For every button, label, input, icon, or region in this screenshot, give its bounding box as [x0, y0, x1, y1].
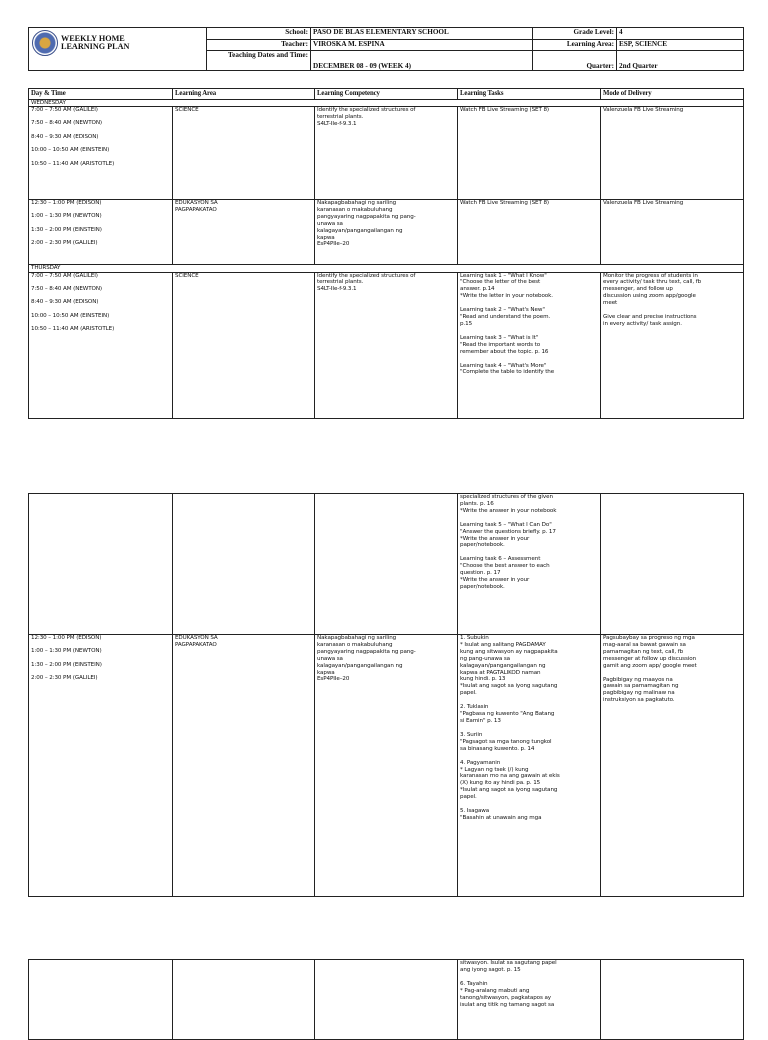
task-line: Learning task 6 – Assessment [460, 556, 541, 563]
task-line: isulat ang titik ng tamang sagot sa [460, 1001, 555, 1008]
grade-label: Grade Level: [533, 28, 617, 40]
column-header-row [29, 89, 744, 100]
time-slot: 1:30 – 2:00 PM (EINSTEIN) [31, 226, 102, 233]
time-slot: 7:00 – 7:50 AM (GALILEI) [31, 107, 98, 113]
area-cell [173, 200, 315, 265]
task-line: paper/notebook. [460, 542, 505, 549]
competency-code: EsP4PIIe–20 [317, 241, 350, 248]
grade-value: 4 [617, 28, 744, 40]
task-line: karanasan mo na ang gawain at ekis [460, 773, 560, 780]
task-line: Learning task 4 – "What's More" [460, 362, 547, 369]
time-slot: 10:50 – 11:40 AM (ARISTOTLE) [31, 160, 115, 167]
task-line: tanong/sitwasyon, pagkatapos ay [460, 994, 552, 1001]
delivery-line: messenger, and follow up [603, 286, 673, 293]
task-line: 4. Pagyamanin [460, 759, 501, 766]
task-line: ang iyong sagot. p. 15 [460, 966, 521, 973]
time-slot: 12:30 – 1:00 PM (EDISON) [31, 200, 102, 206]
task-line: (X) kung ito ay hindi pa. p. 15 [460, 780, 541, 787]
task-block [460, 307, 598, 328]
task-line: * Lagyan ng tsek (/) kung [460, 766, 529, 773]
time-slot: 1:00 – 1:30 PM (NEWTON) [31, 213, 102, 220]
competency-cell [315, 960, 458, 1040]
area-line: EDUKASYON SA [175, 200, 218, 206]
day-label: THURSDAY [29, 265, 744, 273]
plan-table-page-1 [28, 88, 743, 419]
teacher-value: VIROSKA M. ESPINA [311, 40, 533, 51]
task-line: 6. Tayahin [460, 980, 488, 987]
competency-line: karanasan o makabuluhang [317, 641, 393, 648]
dates-value: DECEMBER 08 - 09 (WEEK 4) [311, 51, 533, 71]
task-block [460, 273, 598, 301]
task-line: kung ang sitwasyon ay nagpapakita [460, 648, 558, 655]
task-line: "Choose the letter of the best [460, 279, 541, 286]
competency-line: Nakapagbabahagi ng sariling [317, 635, 397, 641]
task-line: Learning task 3 – "What is It" [460, 334, 539, 341]
task-line: *Write the answer in your notebook [460, 507, 557, 514]
col-learning-tasks: Learning Tasks [458, 89, 601, 100]
task-block [460, 556, 598, 591]
competency-code: S4LT-IIe-f-9.3.1 [317, 286, 357, 293]
time-slot: 1:00 – 1:30 PM (NEWTON) [31, 648, 102, 655]
col-learning-competency: Learning Competency [315, 89, 458, 100]
delivery-line: in every activity/ task assign. [603, 320, 682, 327]
task-line: p.15 [460, 320, 473, 327]
task-line: specialized structures of the given [460, 494, 553, 500]
delivery-line: Give clear and precise instructions [603, 314, 697, 321]
task-block [460, 494, 598, 515]
task-line: kung hindi. p. 13 [460, 676, 506, 683]
task-line: "Read the important words to [460, 341, 541, 348]
task-line: 5. Isagawa [460, 808, 490, 815]
delivery-cell: Valenzuela FB Live Streaming [601, 200, 744, 265]
plan-table-page-2 [28, 493, 743, 897]
task-line: * Pag-aralang mabuti ang [460, 987, 530, 994]
time-slot: 10:00 – 10:50 AM (EINSTEIN) [31, 147, 110, 154]
tasks-cell [458, 635, 601, 897]
delivery-line: gamit ang zoom app/ google meet [603, 662, 697, 669]
task-line: paper/notebook. [460, 583, 505, 590]
time-slot: 2:00 – 2:30 PM (GALILEI) [31, 675, 98, 682]
task-line: ng pang-unawa sa [460, 655, 511, 662]
day-row-wednesday [29, 99, 744, 107]
task-line: "Pagsagot sa mga tanong tungkol [460, 738, 552, 745]
header-block [28, 27, 743, 71]
task-line: question. p. 17 [460, 570, 501, 577]
task-line: "Choose the best answer to each [460, 563, 550, 570]
quarter-label: Quarter: [533, 51, 617, 71]
col-learning-area: Learning Area [173, 89, 315, 100]
table-row [29, 635, 744, 897]
task-block [460, 732, 598, 753]
competency-line: Identify the specialized structures of [317, 272, 416, 279]
plan-table-continued-2 [28, 959, 744, 1040]
competency-cell [315, 494, 458, 635]
task-line: kalagayan/pangangailangan ng [460, 662, 546, 669]
task-line: *Write the answer in your [460, 577, 530, 584]
task-line: 2. Tuklasin [460, 704, 489, 711]
delivery-block [603, 677, 741, 705]
competency-code: EsP4PIIe–20 [317, 676, 350, 683]
area-value: ESP, SCIENCE [617, 40, 744, 51]
tasks-cell: Watch FB Live Streaming (SET 8) [458, 200, 601, 265]
delivery-line: meet [603, 300, 618, 307]
competency-line: unawa sa [317, 220, 343, 227]
tasks-cell [458, 960, 601, 1040]
plan-table [28, 88, 744, 419]
delivery-cell [601, 635, 744, 897]
delivery-line: pamamagitan ng text, call, fb [603, 648, 684, 655]
competency-cell [315, 635, 458, 897]
delivery-line: every activity/ task thru text, call, fb [603, 279, 702, 286]
delivery-cell [601, 960, 744, 1040]
task-line: sa binasang kuwento. p. 14 [460, 745, 535, 752]
task-block [460, 335, 598, 356]
competency-cell [315, 107, 458, 200]
competency-line: terrestrial plants. [317, 113, 364, 120]
time-cell [29, 272, 173, 418]
task-line: kapwa at PAGTALIKOD naman [460, 669, 541, 676]
day-label: WEDNESDAY [29, 99, 744, 107]
time-slot: 1:30 – 2:00 PM (EINSTEIN) [31, 661, 102, 668]
task-line: si Eamin" p. 13 [460, 717, 501, 724]
competency-code: S4LT-IIe-f-9.3.1 [317, 120, 357, 127]
task-block [460, 981, 598, 1009]
task-block [460, 760, 598, 801]
area-line: PAGPAPAKATAO [175, 641, 217, 648]
delivery-line: Monitor the progress of students in [603, 272, 698, 279]
table-row [29, 960, 744, 1040]
area-label: Learning Area: [533, 40, 617, 51]
task-line: plants. p. 16 [460, 500, 494, 507]
competency-cell [315, 200, 458, 265]
area-cell [173, 635, 315, 897]
task-block [460, 808, 598, 822]
competency-line: kalagayan/pangangailangan ng [317, 227, 403, 234]
quarter-value: 2nd Quarter [617, 51, 744, 71]
area-line: EDUKASYON SA [175, 635, 218, 641]
delivery-cell [601, 272, 744, 418]
table-row [29, 200, 744, 265]
area-line: PAGPAPAKATAO [175, 206, 217, 213]
competency-line: kapwa [317, 669, 335, 676]
task-line: papel. [460, 690, 477, 697]
time-slot: 10:50 – 11:40 AM (ARISTOTLE) [31, 326, 115, 333]
task-line: sitwasyon. Isulat sa sagutang papel [460, 960, 557, 966]
tasks-cell: Watch FB Live Streaming (SET 8) [458, 107, 601, 200]
time-cell [29, 200, 173, 265]
plan-title [61, 35, 129, 52]
task-block [460, 960, 598, 974]
task-line: "Basahin at unawain ang mga [460, 814, 542, 821]
task-line: papel. [460, 794, 477, 801]
plan-table-continued [28, 493, 744, 897]
delivery-block [603, 273, 741, 308]
delivery-cell: Valenzuela FB Live Streaming [601, 107, 744, 200]
competency-line: karanasan o makabuluhang [317, 206, 393, 213]
title-cell [29, 28, 207, 71]
delivery-cell [601, 494, 744, 635]
col-mode-of-delivery: Mode of Delivery [601, 89, 744, 100]
task-line: *Isulat ang sagot sa iyong sagutang [460, 683, 558, 690]
deped-seal-icon [32, 30, 58, 56]
competency-line: Identify the specialized structures of [317, 107, 416, 113]
time-slot: 7:50 – 8:40 AM (NEWTON) [31, 120, 103, 127]
area-cell [173, 494, 315, 635]
school-value: PASO DE BLAS ELEMENTARY SCHOOL [311, 28, 533, 40]
teacher-label: Teacher: [207, 40, 311, 51]
competency-line: kapwa [317, 234, 335, 241]
table-row [29, 494, 744, 635]
time-slot: 10:00 – 10:50 AM (EINSTEIN) [31, 312, 110, 319]
delivery-line: mag-aaral sa bawat gawain sa [603, 641, 686, 648]
delivery-line: pagbibigay ng malinaw na [603, 690, 675, 697]
competency-line: pangyayaring nagpapakita ng pang- [317, 213, 416, 220]
task-block [460, 363, 598, 377]
task-line: Learning task 1 – "What I Know" [460, 272, 547, 279]
competency-line: unawa sa [317, 655, 343, 662]
task-block [460, 704, 598, 725]
delivery-block [603, 635, 741, 670]
header-table [28, 27, 744, 71]
task-line: 1. Subukin [460, 635, 489, 641]
time-slot: 12:30 – 1:00 PM (EDISON) [31, 635, 102, 641]
time-slot: 8:40 – 9:30 AM (EDISON) [31, 133, 99, 140]
area-cell: SCIENCE [173, 107, 315, 200]
day-row-thursday [29, 265, 744, 273]
time-cell [29, 107, 173, 200]
task-block [460, 522, 598, 550]
tasks-cell [458, 494, 601, 635]
tasks-cell [458, 272, 601, 418]
competency-line: pangyayaring nagpapakita ng pang- [317, 648, 416, 655]
task-line: *Write the letter in your notebook. [460, 293, 553, 300]
area-cell [173, 960, 315, 1040]
task-block [460, 635, 598, 697]
task-line: "Pagbasa ng kuwento "Ang Batang [460, 711, 555, 718]
time-cell [29, 494, 173, 635]
task-line: Learning task 2 – "What's New" [460, 307, 545, 314]
title-line-2: LEARNING PLAN [61, 42, 130, 51]
delivery-line: instruksiyon sa pagkatuto. [603, 697, 675, 704]
col-day-time: Day & Time [29, 89, 173, 100]
competency-line: kalagayan/pangangailangan ng [317, 662, 403, 669]
delivery-line: Pagbibigay ng maayos na [603, 676, 673, 683]
plan-table-page-3 [28, 959, 743, 1040]
delivery-line: gawain sa pamamagitan ng [603, 683, 679, 690]
time-cell [29, 960, 173, 1040]
delivery-line: Pagsubaybay sa progreso ng mga [603, 635, 695, 641]
time-slot: 2:00 – 2:30 PM (GALILEI) [31, 240, 98, 247]
competency-line: terrestrial plants. [317, 279, 364, 286]
time-slot: 7:50 – 8:40 AM (NEWTON) [31, 285, 103, 292]
task-line: * Isulat ang salitang PAGDAMAY [460, 641, 546, 648]
delivery-block [603, 314, 741, 328]
task-line: remember about the topic. p. 16 [460, 348, 549, 355]
dates-label: Teaching Dates and Time: [207, 51, 311, 71]
competency-line: Nakapagbabahagi ng sariling [317, 200, 397, 206]
time-slot: 7:00 – 7:50 AM (GALILEI) [31, 272, 98, 279]
task-line: "Read and understand the poem. [460, 314, 551, 321]
task-line: Learning task 5 – "What I Can Do" [460, 521, 552, 528]
time-slot: 8:40 – 9:30 AM (EDISON) [31, 299, 99, 306]
competency-cell [315, 272, 458, 418]
task-line: *Isulat ang sagot sa iyong sagutang [460, 787, 558, 794]
task-line: *Write the answer in your [460, 535, 530, 542]
area-cell: SCIENCE [173, 272, 315, 418]
delivery-line: discussion using zoom app/google [603, 293, 696, 300]
task-line: 3. Suriin [460, 731, 483, 738]
delivery-line: messenger at follow up discussion [603, 655, 697, 662]
school-label: School: [207, 28, 311, 40]
time-cell [29, 635, 173, 897]
table-row [29, 272, 744, 418]
task-line: answer. p.14 [460, 286, 495, 293]
task-line: "Answer the questions briefly. p. 17 [460, 528, 556, 535]
table-row [29, 107, 744, 200]
task-line: "Complete the table to identify the [460, 369, 555, 376]
title-line-1: WEEKLY HOME [61, 33, 125, 43]
